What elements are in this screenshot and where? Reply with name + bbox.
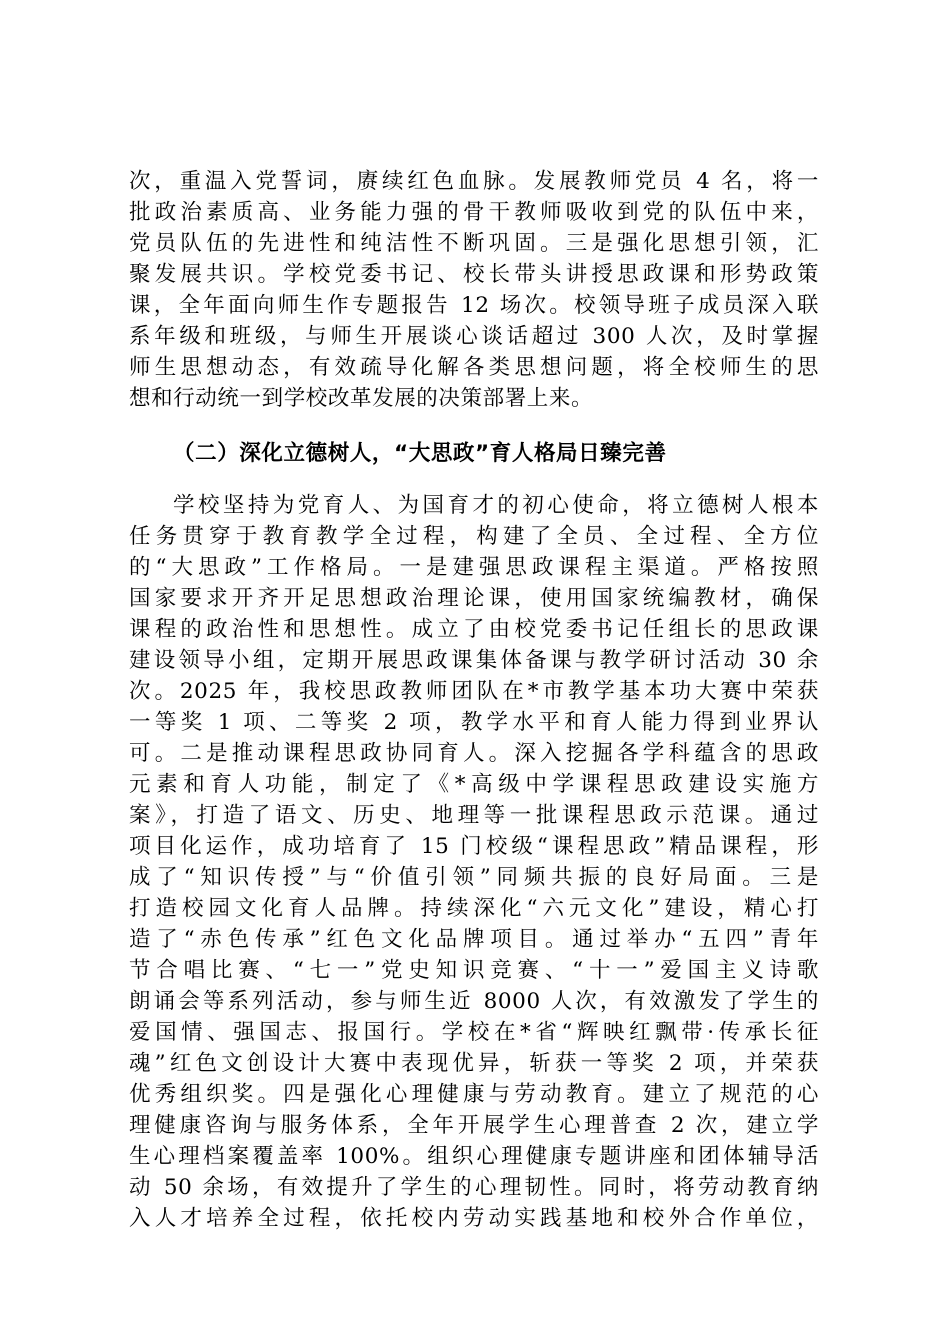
text-line: 可。二是推动课程思政协同育人。深入挖掘各学科蕴含的思政	[129, 741, 819, 766]
text-line: 想和行动统一到学校改革发展的决策部署上来。	[129, 386, 594, 411]
text-line: 爱国情、强国志、报国行。学校在*省“辉映红飘带·传承长征	[129, 1020, 819, 1045]
text-line: 批政治素质高、业务能力强的骨干教师吸收到党的队伍中来，	[129, 200, 819, 225]
text-line: 元素和育人功能，制定了《*高级中学课程思政建设实施方	[129, 772, 819, 797]
text-line: 的“大思政”工作格局。一是建强思政课程主渠道。严格按照	[129, 555, 819, 580]
text-line: 节合唱比赛、“七一”党史知识竞赛、“十一”爱国主义诗歌	[129, 958, 819, 983]
text-line: 师生思想动态，有效疏导化解各类思想问题，将全校师生的思	[129, 355, 819, 380]
text-line: 建设领导小组，定期开展思政课集体备课与教学研讨活动 30 余	[129, 648, 819, 673]
paragraph-moral-education	[129, 490, 819, 1234]
text-line: 课，全年面向师生作专题报告 12 场次。校领导班子成员深入联	[129, 293, 819, 318]
text-line: 打造校园文化育人品牌。持续深化“六元文化”建设，精心打	[129, 896, 819, 921]
text-line: 动 50 余场，有效提升了学生的心理韧性。同时，将劳动教育纳	[129, 1175, 819, 1200]
text-line: 项目化运作，成功培育了 15 门校级“课程思政”精品课程，形	[129, 834, 819, 859]
text-line: 朗诵会等系列活动，参与师生近 8000 人次，有效激发了学生的	[129, 989, 819, 1014]
text-line: 入人才培养全过程，依托校内劳动实践基地和校外合作单位，	[129, 1206, 819, 1231]
text-line: 生心理档案覆盖率 100%。组织心理健康专题讲座和团体辅导活	[129, 1144, 819, 1169]
text-line: 国家要求开齐开足思想政治理论课，使用国家统编教材，确保	[129, 586, 819, 611]
text-line: 系年级和班级，与师生开展谈心谈话超过 300 人次，及时掌握	[129, 324, 819, 349]
text-line: 学校坚持为党育人、为国育才的初心使命，将立德树人根本	[173, 493, 819, 518]
paragraph-party-building	[129, 166, 819, 414]
text-line: 任务贯穿于教育教学全过程，构建了全员、全过程、全方位	[129, 524, 819, 549]
text-line: 成了“知识传授”与“价值引领”同频共振的良好局面。三是	[129, 865, 819, 890]
text-line: 一等奖 1 项、二等奖 2 项，教学水平和育人能力得到业界认	[129, 710, 819, 735]
text-line: 党员队伍的先进性和纯洁性不断巩固。三是强化思想引领，汇	[129, 231, 819, 256]
text-line: 次。2025 年，我校思政教师团队在*市教学基本功大赛中荣获	[129, 679, 819, 704]
text-line: 次，重温入党誓词，赓续红色血脉。发展教师党员 4 名，将一	[129, 169, 819, 194]
text-line: 造了“赤色传承”红色文化品牌项目。通过举办“五四”青年	[129, 927, 819, 952]
document-body	[129, 166, 819, 1234]
text-line: 聚发展共识。学校党委书记、校长带头讲授思政课和形势政策	[129, 262, 819, 287]
text-line: 优秀组织奖。四是强化心理健康与劳动教育。建立了规范的心	[129, 1082, 819, 1107]
text-line: 魂”红色文创设计大赛中表现优异，斩获一等奖 2 项，并荣获	[129, 1051, 819, 1076]
text-line: 课程的政治性和思想性。成立了由校党委书记任组长的思政课	[129, 617, 819, 642]
text-line: 案》，打造了语文、历史、地理等一批课程思政示范课。通过	[129, 803, 819, 828]
section-heading: （二）深化立德树人，“大思政”育人格局日臻完善	[173, 441, 667, 466]
text-line: 理健康咨询与服务体系，全年开展学生心理普查 2 次，建立学	[129, 1113, 819, 1138]
